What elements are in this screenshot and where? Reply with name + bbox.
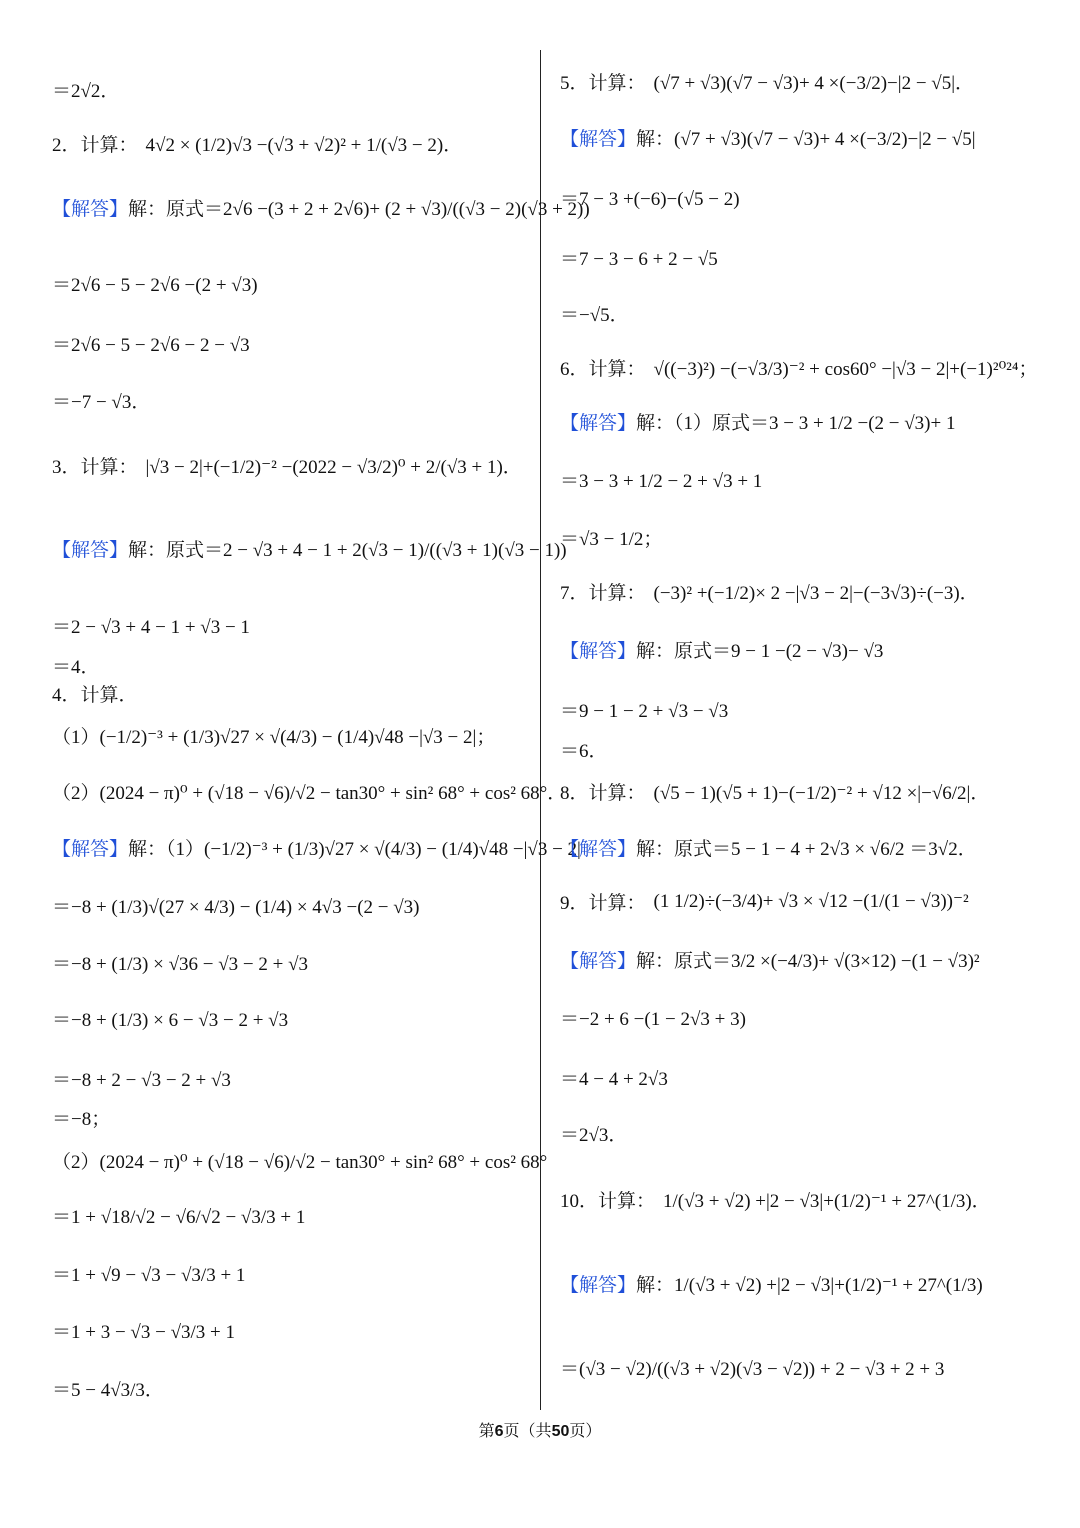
column-divider [540,50,541,1410]
step [52,1104,110,1131]
answer-text: 解：（1）(−1/2)⁻³ + (1/3)√27 × √(4/3) − (1/4)√48 −|√3 − 2| [128,839,581,860]
text: ＝2√3． [560,1125,628,1146]
problem-label: 5．计算： [560,73,646,94]
answer-7 [560,636,883,663]
problem-10 [560,1186,991,1213]
text: ＝9 − 1 − 2 + √3 − √3 [560,701,729,722]
answer-text: 解：(√7 + √3)(√7 − √3)+ 4 ×(−3/2)−|2 − √5| [636,129,976,150]
step [52,949,308,976]
problem-4 [52,680,138,707]
problem-expression: |√3 − 2|+(−1/2)⁻² −(2022 − √3/2)⁰ + 2/(√3 + 1)． [145,457,522,478]
step [560,184,740,211]
step [52,1065,231,1092]
footer-mid: 页（共 [503,1423,552,1440]
problem-expression: √((−3)²) −(−√3/3)⁻² + cos60° −|√3 − 2|+(−1)²⁰²⁴； [653,359,1038,380]
problem-9 [560,888,969,915]
answer-10 [560,1270,983,1297]
step [560,736,608,763]
step [52,330,250,357]
text: ＝−8 + (1/3) × √36 − √3 − 2 + √3 [52,954,309,975]
problem-label: 9．计算： [560,893,646,914]
step [560,696,728,723]
text: ＝2 − √3 + 4 − 1 + √3 − 1 [52,617,250,638]
text: （2）(2024 − π)⁰ + (√18 − √6)/√2 − tan30° + sin² 68° + cos² 68°． [52,783,567,804]
text: ＝−8 + (1/3) × 6 − √3 − 2 + √3 [52,1010,289,1031]
text: ＝−8 + 2 − √3 − 2 + √3 [52,1070,231,1091]
text: ＝−7 − √3． [52,392,151,413]
text: ＝2√2． [52,81,120,102]
step [52,612,250,639]
footer-suffix: 页） [569,1423,602,1440]
step [52,387,150,414]
page-total: 50 [551,1423,570,1440]
text: ＝1 + 3 − √3 − √3/3 + 1 [52,1322,235,1343]
problem-label: 6．计算： [560,359,646,380]
answer-6 [560,408,955,435]
text: ＝6． [560,741,608,762]
problem-expression: (√7 + √3)(√7 − √3)+ 4 ×(−3/2)−|2 − √5|． [653,73,975,94]
answer-tag: 【解答】 [52,199,129,220]
text: ＝7 − 3 − 6 + 2 − √5 [560,249,718,270]
text: ＝1 + √9 − √3 − √3/3 + 1 [52,1265,246,1286]
answer-tag: 【解答】 [560,641,637,662]
problem-5 [560,68,974,95]
step [560,1004,746,1031]
problem-expression: (1 1/2)÷(−3/4)+ √3 × √12 −(1/(1 − √3))⁻² [653,891,969,912]
footer-prefix: 第 [478,1423,495,1440]
text: ＝5 − 4√3/3． [52,1380,164,1401]
answer-5 [560,124,976,151]
step [52,1005,288,1032]
answer-text: 解：原式＝3/2 ×(−4/3)+ √(3×12) −(1 − √3)² [636,951,980,972]
problem-4-part-2 [52,778,566,805]
text: ＝2√6 − 5 − 2√6 − 2 − √3 [52,335,250,356]
problem-4-part-2-solution [52,1147,547,1174]
step [52,652,100,679]
problem-label: 2．计算： [52,135,138,156]
answer-8 [560,834,977,861]
problem-label: 4．计算． [52,685,138,706]
step [52,892,420,919]
answer-tag: 【解答】 [560,951,637,972]
page-footer [0,1418,1080,1441]
problem-expression: (−3)² +(−1/2)× 2 −|√3 − 2|−(−3√3)÷(−3)． [653,583,979,604]
text: ＝1 + √18/√2 − √6/√2 − √3/3 + 1 [52,1207,306,1228]
answer-tag: 【解答】 [560,129,637,150]
step [560,1120,627,1147]
step [560,524,662,551]
answer-9 [560,946,980,973]
text: ＝−√5． [560,305,629,326]
text: ＝4． [52,657,100,678]
text: ＝2√6 − 5 − 2√6 −(2 + √3) [52,275,258,296]
answer-text: 解：原式＝9 − 1 −(2 − √3)− √3 [636,641,884,662]
problem-label: 10．计算： [560,1191,656,1212]
step [52,1260,245,1287]
problem-3 [52,452,522,479]
answer-text: 解：1/(√3 + √2) +|2 − √3|+(1/2)⁻¹ + 27^(1/3) [636,1275,983,1296]
text: ＝−8 + (1/3)√(27 × 4/3) − (1/4) × 4√3 −(2 − √3) [52,897,420,918]
text: ＝7 − 3 +(−6)−(√5 − 2) [560,189,740,210]
answer-tag: 【解答】 [560,839,637,860]
answer-2 [52,194,590,221]
step [52,1202,305,1229]
answer-4 [52,834,581,861]
problem-8 [560,778,989,805]
step [560,1354,944,1381]
text: ＝−2 + 6 −(1 − 2√3 + 3) [560,1009,746,1030]
step [52,1375,164,1402]
answer-tag: 【解答】 [560,413,637,434]
text: （2）(2024 − π)⁰ + (√18 − √6)/√2 − tan30° + sin² 68° + cos² 68° [52,1152,548,1173]
step [560,244,718,271]
eq-line [52,76,119,103]
answer-tag: 【解答】 [52,839,129,860]
answer-text: 解：原式＝5 − 1 − 4 + 2√3 × √6/2 ＝3√2． [636,839,977,860]
text: ＝3 − 3 + 1/2 − 2 + √3 + 1 [560,471,763,492]
problem-4-part-1 [52,722,495,749]
step [560,300,629,327]
problem-6 [560,354,1038,381]
text: ＝√3 − 1/2； [560,529,663,550]
step [52,1317,235,1344]
step [52,270,258,297]
problem-expression: 4√2 × (1/2)√3 −(√3 + √2)² + 1/(√3 − 2)． [145,135,463,156]
problem-7 [560,578,979,605]
text: ＝(√3 − √2)/((√3 + √2)(√3 − √2)) + 2 − √3 + 2 + 3 [560,1359,945,1380]
text: ＝−8； [52,1109,111,1130]
step [560,1064,668,1091]
problem-2 [52,130,462,157]
problem-expression: 1/(√3 + √2) +|2 − √3|+(1/2)⁻¹ + 27^(1/3)． [663,1191,991,1212]
answer-text: 解：原式＝2√6 −(3 + 2 + 2√6)+ (2 + √3)/((√3 − 2)(√3 + 2)) [128,199,590,220]
answer-text: 解：原式＝2 − √3 + 4 − 1 + 2(√3 − 1)/((√3 + 1)(√3 − 1)) [128,540,567,561]
text: （1）(−1/2)⁻³ + (1/3)√27 × √(4/3) − (1/4)√48 −|√3 − 2|； [52,727,496,748]
answer-tag: 【解答】 [52,540,129,561]
step [560,466,762,493]
text: ＝4 − 4 + 2√3 [560,1069,668,1090]
page-number: 6 [494,1423,504,1440]
answer-3 [52,535,567,562]
problem-label: 8．计算： [560,783,646,804]
problem-label: 3．计算： [52,457,138,478]
problem-expression: (√5 − 1)(√5 + 1)−(−1/2)⁻² + √12 ×|−√6/2|． [653,783,990,804]
answer-text: 解：（1）原式＝3 − 3 + 1/2 −(2 − √3)+ 1 [636,413,956,434]
problem-label: 7．计算： [560,583,646,604]
answer-tag: 【解答】 [560,1275,637,1296]
